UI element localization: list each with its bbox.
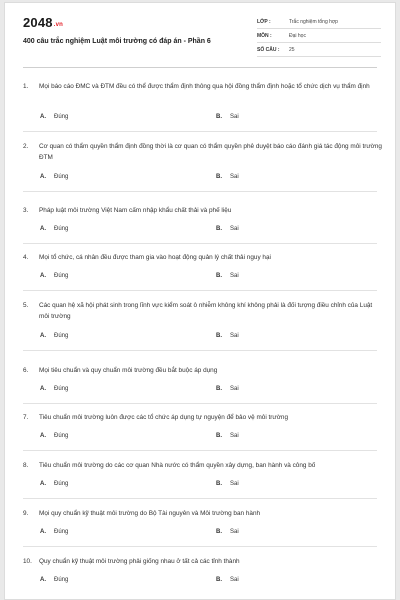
meta-row-subject [257, 29, 381, 43]
answer-letter: A. [40, 386, 46, 392]
answer-options [40, 114, 280, 120]
meta-table [257, 15, 381, 57]
answer-option-b[interactable] [216, 386, 239, 392]
question-number: 5. [23, 302, 29, 309]
answer-letter: A. [40, 577, 46, 583]
question-separator [23, 131, 377, 132]
answer-option-b[interactable] [216, 174, 239, 180]
answer-option-b[interactable] [216, 226, 239, 232]
answer-options [40, 529, 280, 535]
answer-text: Đúng [54, 273, 69, 279]
question-number: 10. [23, 558, 32, 565]
question-number: 7. [23, 414, 29, 421]
question-number: 4. [23, 254, 29, 261]
answer-text: Sai [230, 273, 239, 279]
answer-text: Đúng [54, 481, 69, 487]
answer-letter: B. [216, 273, 222, 279]
answer-options [40, 333, 280, 339]
answer-option-b[interactable] [216, 481, 239, 487]
meta-value: Đại học [289, 32, 306, 39]
question-body: Tiêu chuẩn môi trường luôn được các tổ chức áp dụng tự nguyện để bảo vệ môi trường [39, 414, 289, 421]
answer-option-a[interactable] [40, 481, 68, 487]
answer-option-a[interactable] [40, 226, 68, 232]
answer-text: Đúng [54, 226, 69, 232]
question-text [23, 205, 383, 216]
answer-option-b[interactable] [216, 433, 239, 439]
meta-label: SỐ CÂU : [257, 46, 280, 53]
answer-options [40, 174, 280, 180]
answer-letter: B. [216, 114, 222, 120]
question-separator [23, 350, 377, 351]
question-body: Pháp luật môi trường Việt Nam cấm nhập khẩu chất thải và phế liệu [39, 207, 232, 214]
answer-text: Đúng [54, 433, 69, 439]
answer-options [40, 577, 280, 583]
answer-option-b[interactable] [216, 529, 239, 535]
answer-options [40, 273, 280, 279]
meta-value: 25 [289, 46, 295, 53]
answer-letter: A. [40, 481, 46, 487]
question-text [23, 252, 383, 263]
question-body: Mọi báo cáo ĐMC và ĐTM đều có thể được thẩm định thông qua hội đồng thẩm định hoặc tổ chức dịch vụ thẩm định [39, 83, 370, 90]
answer-letter: B. [216, 333, 222, 339]
document-header [5, 3, 395, 63]
answer-option-a[interactable] [40, 386, 68, 392]
answer-option-a[interactable] [40, 577, 68, 583]
question-number: 9. [23, 510, 29, 517]
answer-letter: A. [40, 226, 46, 232]
answer-letter: B. [216, 433, 222, 439]
question-body: Mọi tổ chức, cá nhân đều được tham gia vào hoạt động quản lý chất thải nguy hại [39, 254, 271, 261]
question-body: Mọi quy chuẩn kỹ thuật môi trường do Bộ Tài nguyên và Môi trường ban hành [39, 510, 261, 517]
answer-letter: A. [40, 333, 46, 339]
answer-text: Đúng [54, 333, 69, 339]
answer-option-b[interactable] [216, 273, 239, 279]
answer-text: Sai [230, 226, 239, 232]
answer-option-a[interactable] [40, 174, 68, 180]
answer-option-b[interactable] [216, 333, 239, 339]
page-title: 400 câu trắc nghiệm Luật môi trường có đáp án - Phần 6 [23, 38, 211, 45]
meta-label: MÔN : [257, 32, 272, 39]
question-text [23, 300, 383, 322]
logo-main: 2048 [23, 15, 53, 30]
question-separator [23, 243, 377, 244]
answer-option-a[interactable] [40, 433, 68, 439]
answer-option-a[interactable] [40, 114, 68, 120]
question-text [23, 412, 383, 423]
answer-text: Đúng [54, 174, 69, 180]
question-text [23, 81, 383, 92]
answer-text: Sai [230, 433, 239, 439]
question-text [23, 365, 383, 376]
question-text [23, 141, 383, 163]
answer-options [40, 481, 280, 487]
question-separator [23, 546, 377, 547]
answer-text: Sai [230, 333, 239, 339]
question-number: 2. [23, 143, 29, 150]
answer-text: Sai [230, 386, 239, 392]
document-page [4, 2, 396, 600]
answer-text: Sai [230, 529, 239, 535]
answer-letter: B. [216, 226, 222, 232]
answer-letter: A. [40, 433, 46, 439]
meta-row-class [257, 15, 381, 29]
answer-option-a[interactable] [40, 529, 68, 535]
logo-suffix: .vn [53, 22, 64, 28]
answer-text: Sai [230, 174, 239, 180]
question-separator [23, 191, 377, 192]
question-text [23, 556, 383, 567]
answer-letter: B. [216, 577, 222, 583]
answer-letter: A. [40, 529, 46, 535]
answer-letter: B. [216, 174, 222, 180]
meta-label: LỚP : [257, 18, 271, 25]
answer-text: Sai [230, 114, 239, 120]
question-body: Quy chuẩn kỹ thuật môi trường phải giống nhau ở tất cả các tỉnh thành [39, 558, 240, 565]
answer-text: Đúng [54, 386, 69, 392]
question-separator [23, 403, 377, 404]
answer-text: Sai [230, 577, 239, 583]
question-number: 3. [23, 207, 29, 214]
answer-letter: A. [40, 114, 46, 120]
question-body: Mọi tiêu chuẩn và quy chuẩn môi trường đều bắt buộc áp dụng [39, 367, 218, 374]
answer-option-b[interactable] [216, 577, 239, 583]
answer-options [40, 226, 280, 232]
answer-option-a[interactable] [40, 333, 68, 339]
answer-options [40, 433, 280, 439]
question-separator [23, 498, 377, 499]
answer-letter: A. [40, 273, 46, 279]
header-divider [23, 67, 377, 68]
question-separator [23, 290, 377, 291]
answer-text: Đúng [54, 577, 69, 583]
question-body: Tiêu chuẩn môi trường do các cơ quan Nhà nước có thẩm quyền xây dựng, ban hành và công bố [39, 462, 316, 469]
answer-letter: A. [40, 174, 46, 180]
question-number: 6. [23, 367, 29, 374]
site-logo[interactable] [23, 15, 63, 30]
question-text [23, 508, 383, 519]
answer-letter: B. [216, 529, 222, 535]
meta-row-count [257, 43, 381, 57]
answer-options [40, 386, 280, 392]
answer-letter: B. [216, 386, 222, 392]
answer-text: Sai [230, 481, 239, 487]
answer-letter: B. [216, 481, 222, 487]
question-text [23, 460, 383, 471]
question-number: 1. [23, 83, 29, 90]
question-body: Cơ quan có thẩm quyền thẩm định đồng thời là cơ quan có thẩm quyền phê duyệt báo cáo đánh giá tác động môi trường ĐTM [39, 143, 382, 161]
answer-text: Đúng [54, 114, 69, 120]
question-body: Các quan hệ xã hội phát sinh trong lĩnh vực kiểm soát ô nhiễm không khí không phải là đối tượng điều chỉnh của Luật môi trường [39, 302, 373, 320]
meta-value: Trắc nghiệm tổng hợp [289, 18, 338, 25]
question-number: 8. [23, 462, 29, 469]
answer-option-b[interactable] [216, 114, 239, 120]
answer-text: Đúng [54, 529, 69, 535]
question-separator [23, 450, 377, 451]
answer-option-a[interactable] [40, 273, 68, 279]
